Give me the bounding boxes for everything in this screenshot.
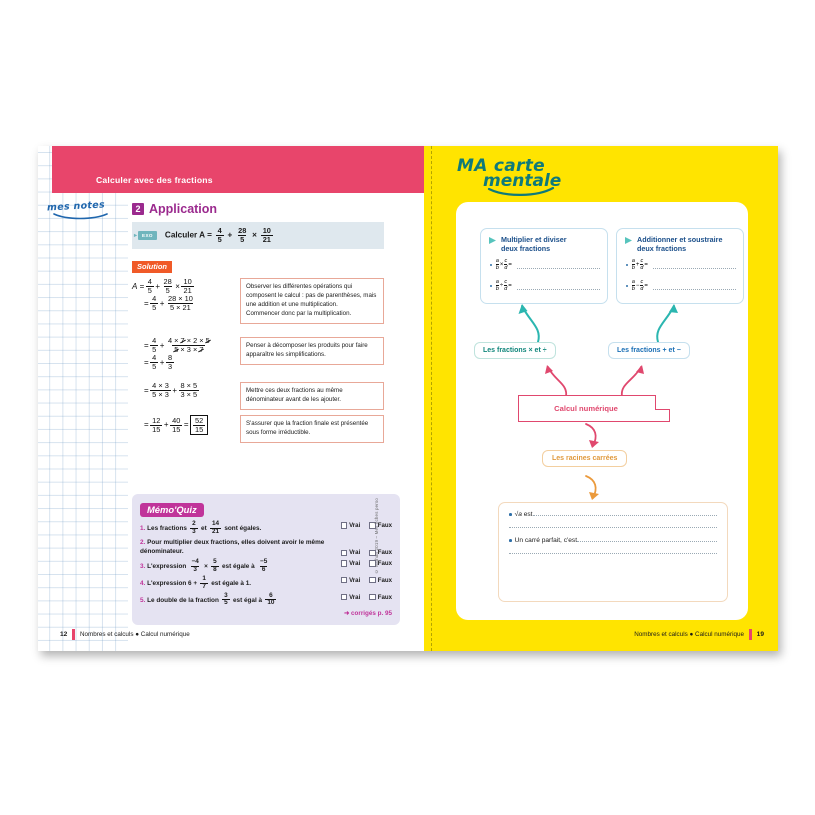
exercise-statement — [132, 222, 384, 249]
fraction-10-21: $\frac{10}{21}$ — [262, 226, 271, 244]
perforation-line — [431, 146, 432, 651]
quiz-option-faux[interactable]: Faux — [369, 577, 392, 584]
answer-blank[interactable] — [577, 540, 717, 542]
left-page-header-band — [52, 146, 424, 193]
quiz-option-vrai[interactable]: Vrai — [341, 594, 361, 601]
section-number: 2 — [132, 203, 144, 215]
formula-line: $\frac{a}{b}$ − $\frac{c}{d}$ = — [626, 280, 736, 292]
page-number: 19 — [756, 631, 764, 638]
hint-note-4 — [240, 415, 384, 450]
quiz-item — [140, 593, 392, 607]
equation-line: = $\frac{4 \times 3}{5 \times 3}$ + $\frac{8 \times 5}{3 \times 5}$ — [144, 381, 198, 399]
title-line-2: mentale — [483, 171, 562, 191]
pill-fractions-add-sub: Les fractions + et − — [608, 342, 690, 359]
ma-carte-mentale-title — [457, 156, 561, 197]
box-title: Multiplier et diviser deux fractions — [501, 235, 567, 254]
work-row-2 — [132, 337, 384, 372]
play-triangle-icon — [624, 236, 633, 245]
equation-line: = $\frac{4}{5}$ + $\frac{28 \times 10}{5 \times 21}$ — [144, 294, 193, 313]
quiz-options — [341, 559, 392, 567]
answer-blank[interactable] — [509, 552, 717, 554]
quiz-option-faux[interactable]: Faux — [369, 549, 392, 556]
bullet-dot — [490, 264, 492, 266]
footer-divider — [72, 629, 75, 640]
bottom-line-1 — [509, 511, 717, 518]
book-spread — [38, 146, 778, 651]
quiz-question: 2. Pour multiplier deux fractions, elles doivent avoir le même dénominateur. — [140, 538, 325, 556]
mindmap-box-add-subtract — [616, 228, 744, 304]
note-text: Penser à décomposer les produits pour faire apparaître les simplifications. — [240, 337, 384, 365]
quiz-question: 4. L'expression 6 + $\frac{1}{7}$ est égale à 1. — [140, 574, 252, 590]
note-text: Mettre ces deux fractions au même dénominateur avant de les ajouter. — [240, 382, 384, 410]
arrow-down-to-bottom-card — [582, 474, 612, 504]
math-steps-1 — [132, 278, 240, 312]
equation-line: = $\frac{4}{5}$ + $\frac{8}{3}$ — [144, 353, 173, 371]
formula-line: $\frac{a}{b}$ ÷ $\frac{c}{d}$ = — [490, 280, 600, 292]
quiz-options — [341, 576, 392, 584]
fraction-4-5: $\frac{4}{5}$ — [217, 226, 222, 244]
mindmap-bottom-card — [498, 502, 728, 602]
underline-swoosh — [53, 213, 109, 220]
hint-note-3 — [240, 382, 384, 417]
quiz-item — [140, 576, 392, 590]
answer-blank[interactable] — [653, 288, 736, 290]
work-row-1 — [132, 278, 384, 331]
work-row-4 — [132, 415, 384, 450]
left-content-column — [132, 202, 384, 450]
formula-line: $\frac{a}{b}$ + $\frac{c}{d}$ = — [626, 259, 736, 271]
bullet-dot — [626, 264, 628, 266]
note-text: S'assurer que la fraction finale est présentée sous forme irréductible. — [240, 415, 384, 443]
quiz-question: 3. L'expression $\frac{-4}{3}$ × $\frac{5}{8}$ est égale à $\frac{-5}{6}$ — [140, 557, 268, 573]
work-row-3 — [132, 382, 384, 417]
bullet-dot — [509, 539, 512, 542]
section-title: Application — [149, 202, 218, 216]
quiz-title: Mémo'Quiz — [140, 503, 204, 517]
arrow-center-to-right-pill — [614, 362, 648, 398]
checkbox-icon[interactable] — [341, 594, 348, 601]
memo-quiz-panel — [132, 494, 400, 625]
equation-line: = $\frac{12}{15}$ + $\frac{40}{15}$ = $\frac{52}{15}$ — [132, 415, 240, 435]
footer-breadcrumb: Nombres et calculs ● Calcul numérique — [79, 631, 190, 638]
answer-blank[interactable] — [517, 288, 600, 290]
quiz-option-vrai[interactable]: Vrai — [341, 560, 361, 567]
box-title: Additionner et soustraire deux fractions — [637, 235, 723, 254]
equation-line: = $\frac{4}{5}$ + $\frac{4 \times 7 \times 2 \times 5}{5 \times 3 \times 7}$ — [144, 336, 210, 354]
right-page — [424, 146, 778, 651]
formula-line: $\frac{a}{b}$ × $\frac{c}{d}$ = — [490, 259, 600, 271]
quiz-options — [341, 593, 392, 601]
fraction-28-5: $\frac{28}{5}$ — [238, 226, 247, 244]
play-triangle-icon — [488, 236, 497, 245]
checkbox-icon[interactable] — [341, 522, 348, 529]
footer-breadcrumb: Nombres et calculs ● Calcul numérique — [634, 631, 745, 638]
quiz-option-faux[interactable]: Faux — [369, 594, 392, 601]
quiz-option-faux[interactable]: Faux — [369, 522, 392, 529]
central-node-label: Calcul numérique — [554, 404, 618, 413]
footer-divider — [749, 629, 752, 640]
quiz-option-vrai[interactable]: Vrai — [341, 577, 361, 584]
pill-fractions-mult-div: Les fractions × et ÷ — [474, 342, 556, 359]
box-header — [624, 235, 736, 254]
quiz-options — [341, 548, 392, 556]
quiz-option-faux[interactable]: Faux — [369, 560, 392, 567]
bullet-dot — [626, 285, 628, 287]
quiz-item — [140, 521, 392, 535]
equation-line: A = $\frac{4}{5}$ + $\frac{28}{5}$ × $\frac{10}{21}$ — [132, 277, 192, 296]
quiz-options — [341, 521, 392, 529]
title-line-1: MA carte — [457, 156, 545, 176]
quiz-item — [140, 559, 392, 573]
solution-tag: Solution — [132, 261, 172, 273]
page-number: 12 — [60, 631, 68, 638]
exo-badge: ▸ EXO — [138, 231, 157, 240]
section-heading — [132, 202, 384, 216]
arrow-up-right — [646, 300, 686, 344]
right-page-footer — [634, 629, 764, 640]
page-title: Calculer avec des fractions — [96, 175, 213, 185]
perfect-square-label: Un carré parfait, c'est — [514, 537, 578, 544]
checkbox-icon[interactable] — [369, 594, 376, 601]
quiz-item — [140, 538, 392, 557]
statement-text: Calculer A = $\frac{4}{5}$ + $\frac{28}{5}$ × $\frac{10}{21}$ — [164, 226, 271, 244]
checkbox-icon[interactable] — [341, 577, 348, 584]
bullet-dot — [490, 285, 492, 287]
math-steps-2 — [132, 337, 240, 371]
sqrt-expression: √a est — [514, 511, 533, 518]
mes-notes-text: mes notes — [46, 199, 106, 214]
quiz-question: 5. Le double de la fraction $\frac{3}{5}$ est égal à $\frac{6}{10}$ — [140, 591, 275, 607]
checkbox-icon[interactable] — [369, 577, 376, 584]
arrow-down-to-sqrt — [582, 422, 612, 452]
quiz-question: 1. Les fractions $\frac{2}{3}$ et $\frac{14}{21}$ sont égales. — [140, 520, 262, 535]
note-text: Observer les différentes opérations qui composent le calcul : pas de parenthèses, mais une addition et une multiplication. Commencer donc par la multiplication. — [240, 278, 384, 324]
mindmap-card — [456, 202, 748, 620]
hint-note-1 — [240, 278, 384, 331]
bottom-line-2 — [509, 537, 717, 544]
copyright-vertical-text: © Nathan 2019 – Mes fiches perso — [374, 498, 379, 574]
mes-notes-label — [47, 196, 125, 220]
answer-blank[interactable] — [533, 514, 717, 516]
pill-racines-carrees: Les racines carrées — [542, 450, 627, 467]
math-steps-3 — [132, 382, 240, 399]
left-page — [38, 146, 424, 651]
quiz-option-vrai[interactable]: Vrai — [341, 549, 361, 556]
arrow-center-to-left-pill — [542, 362, 576, 398]
checkbox-icon[interactable] — [341, 550, 348, 557]
math-steps-4 — [132, 415, 240, 435]
corriges-link[interactable]: ➜ corrigés p. 95 — [344, 609, 392, 617]
squared-paper-margin — [38, 146, 128, 651]
bullet-dot — [509, 513, 512, 516]
box-header — [488, 235, 600, 254]
answer-blank[interactable] — [653, 267, 736, 269]
central-node-calcul-numerique — [518, 395, 670, 422]
checkbox-icon[interactable] — [341, 560, 348, 567]
answer-blank[interactable] — [517, 267, 600, 269]
answer-blank[interactable] — [509, 526, 717, 528]
mindmap-box-multiply-divide — [480, 228, 608, 304]
quiz-option-vrai[interactable]: Vrai — [341, 522, 361, 529]
arrow-up-left — [514, 300, 554, 344]
left-page-footer — [60, 629, 190, 640]
folded-corner — [655, 395, 670, 410]
hint-note-2 — [240, 337, 384, 372]
